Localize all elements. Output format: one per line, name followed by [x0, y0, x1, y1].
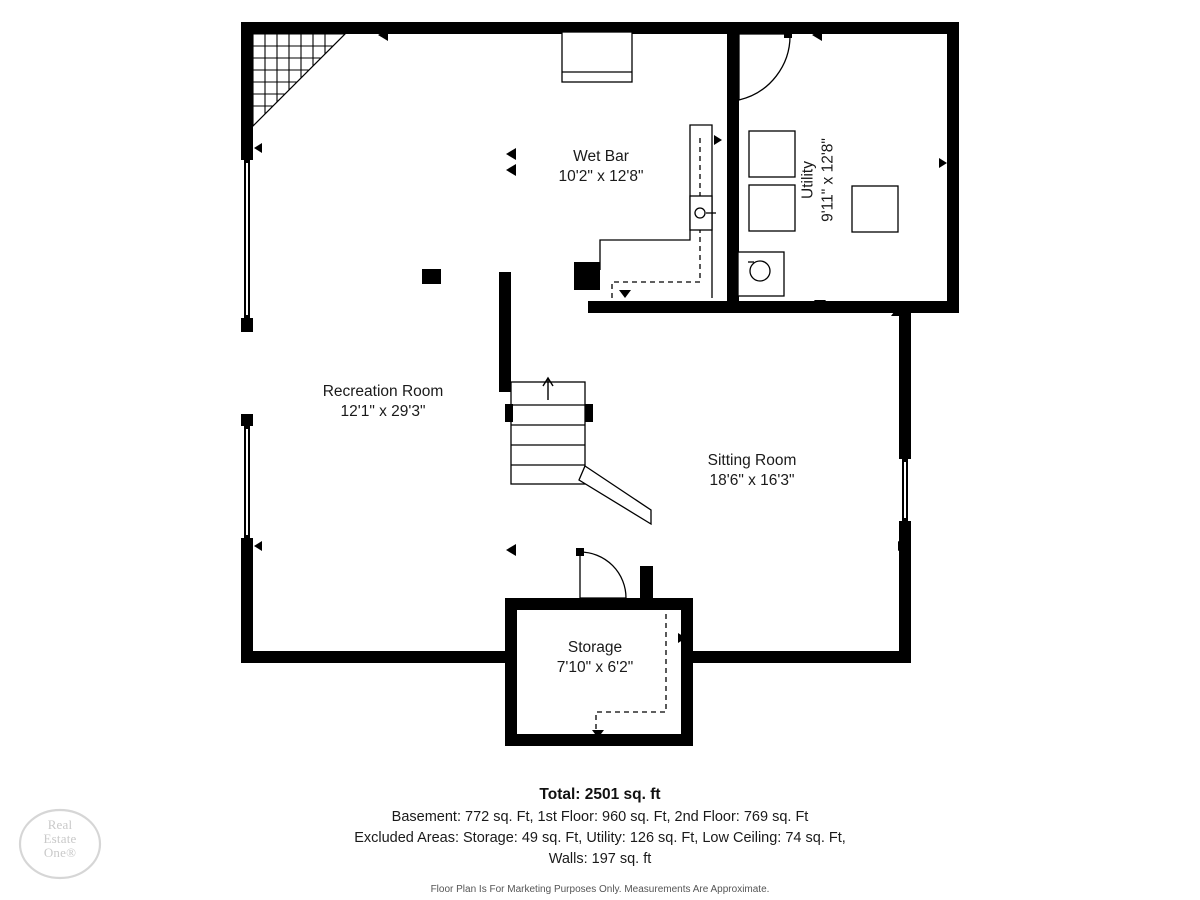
room-name: Utility: [799, 161, 817, 199]
room-label-recreation-room: [323, 382, 444, 423]
room-dimensions: 12'1" x 29'3": [340, 403, 426, 421]
floor-breakdown: Basement: 772 sq. Ft, 1st Floor: 960 sq. Ft, 2nd Floor: 769 sq. Ft: [391, 809, 809, 825]
fixtures: [505, 30, 898, 738]
room-name: Recreation Room: [322, 383, 444, 400]
room-dimensions: 9'11" x 12'8": [820, 138, 837, 222]
watermark-line-3: One®: [43, 845, 77, 861]
low-ceiling-hatch: [253, 34, 345, 126]
excluded-areas-line-1: Excluded Areas: Storage: 49 sq. Ft, Utility: 126 sq. Ft, Low Ceiling: 74 sq. Ft,: [354, 830, 846, 847]
floor-plan-summary: [0, 786, 1200, 895]
disclaimer-text: Floor Plan Is For Marketing Purposes Only. Measurements Are Approximate.: [430, 884, 770, 896]
watermark-line-2: Estate: [43, 831, 77, 847]
room-dimensions: 7'10" x 6'2": [556, 659, 634, 677]
room-label-wet-bar: [558, 147, 643, 188]
room-name: Sitting Room: [707, 452, 797, 469]
room-label-utility: [799, 138, 840, 222]
room-label-storage: [557, 638, 633, 679]
excluded-areas-line-2: Walls: 197 sq. ft: [548, 851, 652, 868]
room-dimensions: 18'6" x 16'3": [709, 472, 795, 490]
staircase: [511, 378, 651, 524]
room-name: Storage: [567, 639, 623, 656]
room-dimensions: 10'2" x 12'8": [558, 168, 644, 186]
brand-watermark-text: [18, 818, 102, 860]
room-label-sitting-room: [708, 451, 797, 492]
room-name: Wet Bar: [573, 148, 629, 165]
watermark-line-1: Real: [47, 817, 73, 832]
total-area: Total: 2501 sq. ft: [539, 786, 661, 803]
